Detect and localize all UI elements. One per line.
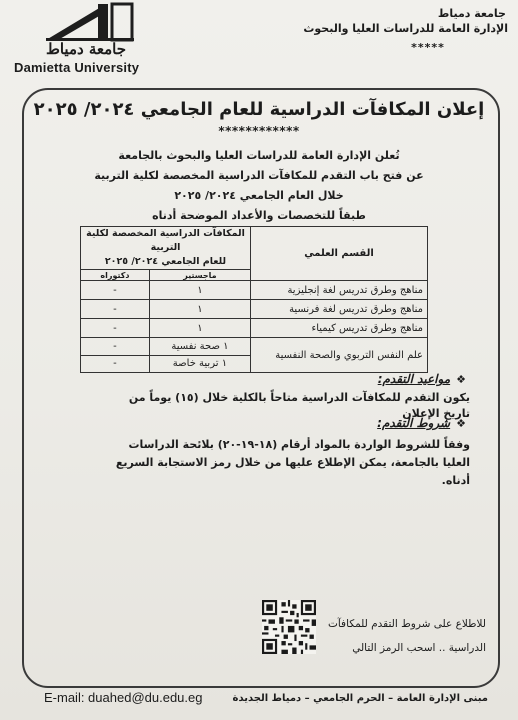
dept-cell: مناهج وطرق تدريس لغة فرنسية: [251, 300, 428, 319]
header-issuer: [288, 6, 508, 55]
intro-line: عن فتح باب التقدم للمكافآت الدراسية المخصصة لكلية التربية: [94, 169, 424, 182]
footer-address: مبنى الإدارة العامة – الحرم الجامعي – دمياط الجديدة: [232, 693, 488, 704]
masters-cell: ١: [149, 281, 250, 300]
conditions-text: وفقاً للشروط الواردة بالمواد أرقام (١٨-١٩-٢٠) بلائحة الدراسات العليا بالجامعة، يمكن الإطلاع عليها من خلال رمز الاستجابة السريع أدناه.: [115, 438, 470, 487]
masters-cell: ١: [149, 300, 250, 319]
masters-cell: ١: [149, 319, 250, 338]
table-row: [81, 300, 428, 319]
phd-subvalue: -: [113, 340, 117, 352]
university-logo: [6, 2, 156, 78]
dept-cell: مناهج وطرق تدريس كيمياء: [251, 319, 428, 338]
phd-cell: -: [81, 281, 150, 300]
footer-email: E-mail: duahed@du.edu.eg: [44, 690, 203, 705]
col-header-masters: ماجستير: [149, 270, 250, 281]
phd-cell: -: [81, 300, 150, 319]
title-stars: ************: [218, 124, 300, 138]
intro-line: خلال العام الجامعي ٢٠٢٤/ ٢٠٢٥: [174, 189, 344, 202]
intro-line: طبقاً للتخصصات والأعداد الموضحة أدناه: [152, 209, 366, 222]
diamond-bullet-icon: ❖: [456, 373, 466, 386]
masters-subvalue: ١ صحة نفسية: [171, 340, 229, 352]
header-university: جامعة دمياط: [437, 7, 506, 20]
col-header-grants-line: للعام الجامعي ٢٠٢٤/ ٢٠٢٥: [104, 256, 227, 267]
phd-subvalue: -: [81, 355, 149, 372]
deadlines-heading: ❖مواعيد التقدم:: [377, 372, 466, 386]
qr-instructions: [306, 612, 486, 660]
col-header-phd: دكتوراه: [81, 270, 150, 281]
intro-line: تُعلن الإدارة العامة للدراسات العليا والبحوث بالجامعة: [118, 149, 400, 162]
university-emblem-icon: [36, 2, 136, 42]
intro-text: [30, 146, 488, 226]
qr-code-icon[interactable]: [262, 600, 316, 654]
col-header-department: القسم العلمي: [251, 227, 428, 281]
conditions-heading: ❖شروط التقدم:: [377, 416, 466, 430]
phd-cell: -: [81, 319, 150, 338]
table-row: [81, 281, 428, 300]
dept-cell: مناهج وطرق تدريس لغة إنجليزية: [251, 281, 428, 300]
diamond-bullet-icon: ❖: [456, 417, 466, 430]
header-stars: *****: [411, 41, 445, 54]
table-row: [81, 319, 428, 338]
logo-arabic-text: جامعة دمياط: [45, 40, 127, 58]
announcement-title: إعلان المكافآت الدراسية للعام الجامعي ٢٠٢٤/ ٢٠٢٥: [33, 99, 485, 120]
masters-subvalue: ١ تربية خاصة: [150, 355, 250, 372]
deadlines-text: يكون التقدم للمكافآت الدراسية متاحاً بالكلية خلال (١٥) يوماً من تاريخ الإعلان: [128, 391, 470, 420]
header-department: الإدارة العامة للدراسات العليا والبحوث: [303, 22, 508, 35]
col-header-grants-line: المكافآت الدراسية المخصصة لكلية التربية: [86, 228, 245, 253]
dept-cell: علم النفس التربوي والصحة النفسية: [251, 338, 428, 373]
qr-line: الدراسية .. اسحب الرمز التالي: [352, 642, 486, 654]
logo-english-text: Damietta University: [14, 60, 140, 75]
grants-table: [80, 226, 428, 373]
table-row: [81, 338, 428, 373]
masters-cell: [149, 338, 250, 373]
qr-line: للاطلاع على شروط التقدم للمكافآت: [327, 618, 486, 630]
col-header-grants: [81, 227, 251, 270]
phd-cell: [81, 338, 150, 373]
